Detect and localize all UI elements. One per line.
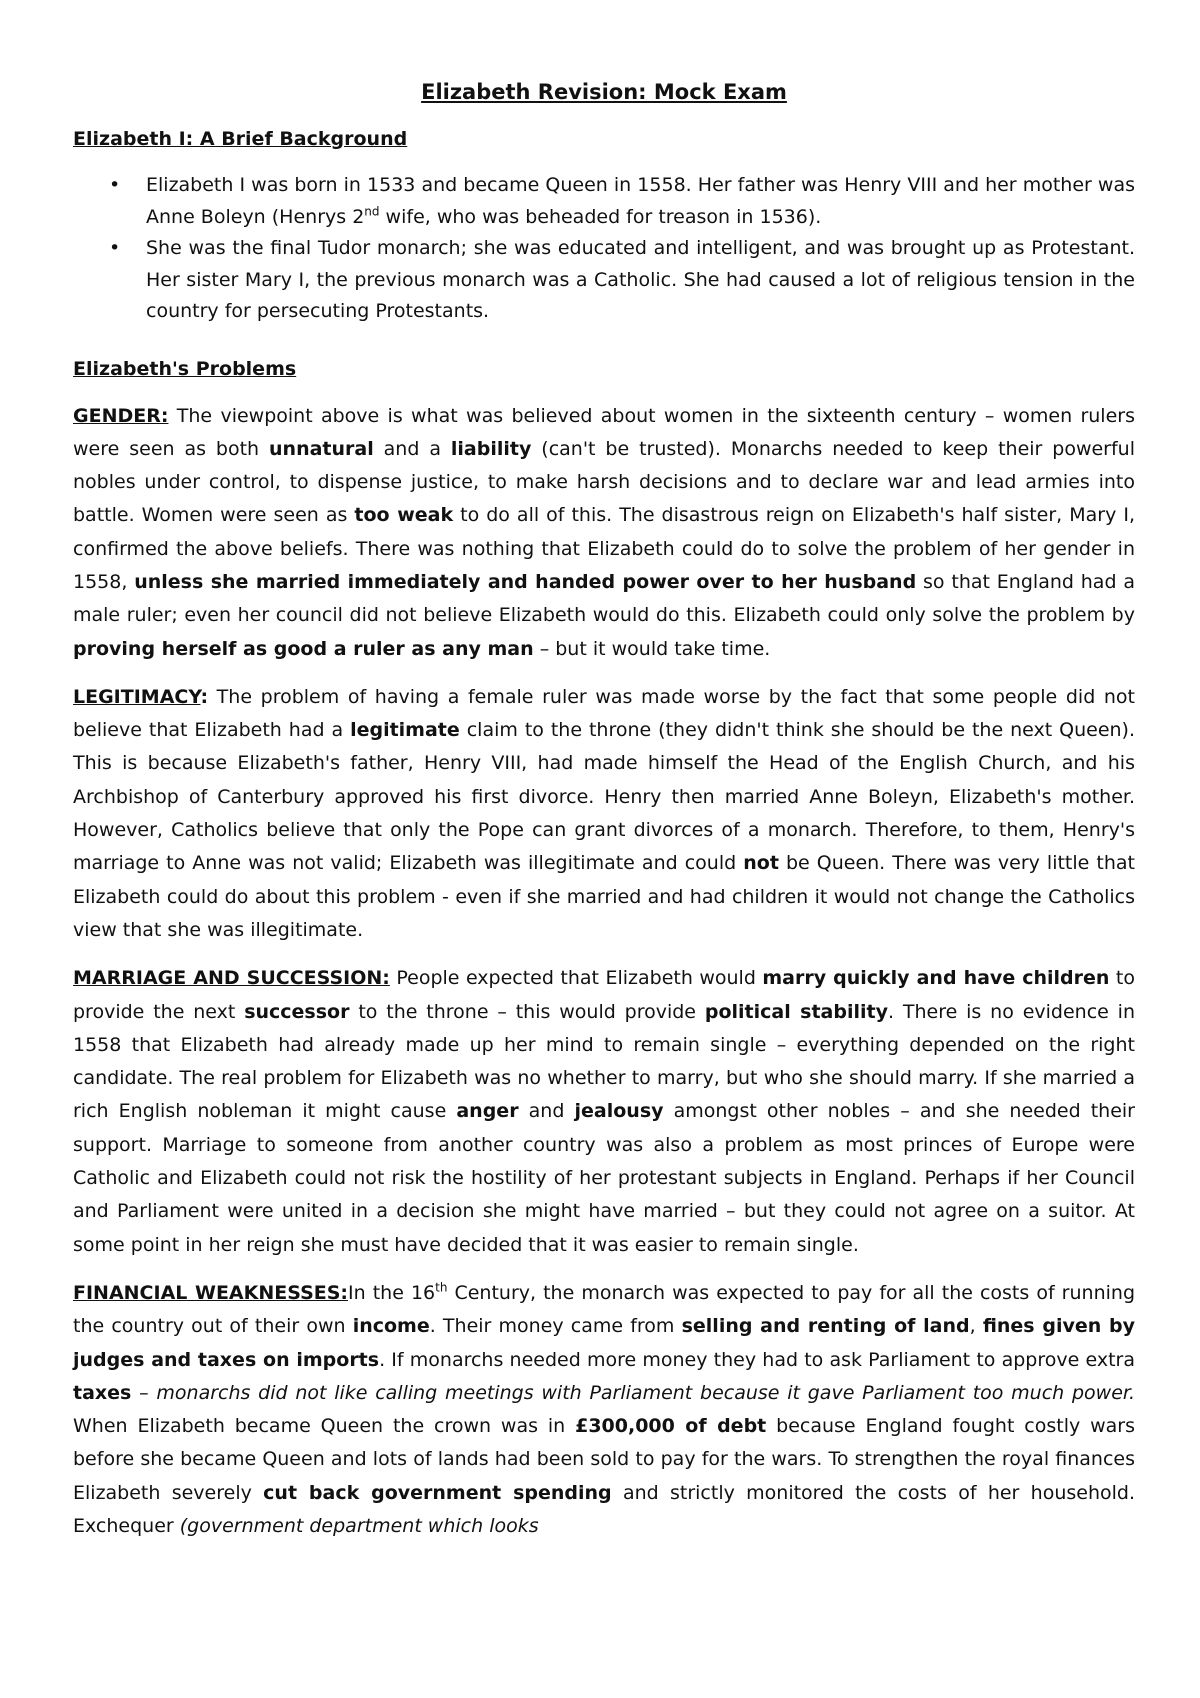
financial-bold-3: fines given by judges and taxes on imports — [73, 1315, 1135, 1371]
legitimacy-text-1: The problem of having a female ruler was made worse by the fact that some people did not believe that Elizabeth had a — [73, 685, 1135, 742]
financial-paragraph — [73, 1277, 1160, 1543]
legitimacy-text-3: be Queen. There was very little that Elizabeth could do about this problem - even if she married and had children it would not change the Catholics view that she was illegitimate. — [73, 852, 1135, 941]
financial-text-1: In the 16 — [348, 1281, 436, 1304]
marriage-label: MARRIAGE AND SUCCESSION: — [73, 967, 390, 990]
gender-label: GENDER: — [73, 404, 169, 427]
superscript-nd: nd — [364, 204, 380, 219]
gender-text-6: – but it would take time. — [533, 637, 771, 660]
marriage-bold-1: marry quickly and have children — [762, 967, 1110, 990]
problems-heading: Elizabeth's Problems — [73, 357, 297, 380]
gender-text-1: The viewpoint above is what was believed about women in the sixteenth century – women rulers were seen as both — [73, 404, 1135, 460]
background-text-1a: Elizabeth I was born in 1533 and became Queen in 1558. Her father was Henry VIII and her mother was Anne Boleyn (Henrys 2 — [146, 174, 1135, 228]
financial-bold-4: taxes — [73, 1381, 132, 1404]
legitimacy-text-2: claim to the throne (they didn't think she should be the next Queen). This is because Elizabeth's father, Henry VIII, had made himself the Head of the English Church, and his Archbishop of Canterbury approved his first divorce. Henry then married Anne Boleyn, Elizabeth's mother. However, Catholics believe that only the Pope can grant divorces of a monarch. Therefore, to them, Henry's marriage to Anne was not valid; Elizabeth was illegitimate and could — [73, 719, 1136, 875]
gender-text-3: (can't be trusted). Monarchs needed to keep their powerful nobles under control, to dispense justice, to make harsh decisions and to declare war and lead armies into battle. Women were seen as — [73, 437, 1135, 527]
marriage-bold-5: jealousy — [574, 1100, 664, 1123]
gender-bold-2: liability — [450, 437, 532, 460]
financial-bold-1: income — [352, 1315, 430, 1338]
background-text-1b: wife, who was beheaded for treason in 1536). — [379, 205, 822, 228]
financial-text-9: and strictly monitored the costs of her household. Exchequer — [73, 1481, 1136, 1537]
marriage-text-6: amongst other nobles – and she needed their support. Marriage to someone from another country was also a problem as most princes of Europe were Catholic and Elizabeth could not risk the hostility of her protestant subjects in England. Perhaps if her Council and Parliament were united in a decision she might have married – but they could not agree on a suitor. At some point in her reign she must have decided that it was easier to remain single. — [73, 1100, 1135, 1256]
list-item — [73, 233, 1135, 328]
background-list — [73, 170, 1135, 328]
financial-text-5: . If monarchs needed more money they had to ask Parliament to approve extra — [379, 1348, 1135, 1371]
financial-text-4: , — [969, 1315, 983, 1338]
financial-text-3: . Their money came from — [429, 1315, 682, 1338]
background-heading: Elizabeth I: A Brief Background — [73, 128, 408, 150]
legitimacy-colon: : — [200, 685, 209, 708]
gender-paragraph — [73, 400, 1135, 666]
financial-bold-5: £300,000 of debt — [575, 1415, 767, 1438]
gender-text-2: and a — [373, 437, 451, 460]
marriage-bold-4: anger — [456, 1100, 519, 1123]
bullet-icon: • — [109, 174, 121, 196]
financial-italic-2: (government department which looks — [179, 1515, 539, 1537]
financial-text-7: When Elizabeth became Queen the crown was in — [73, 1381, 1160, 1438]
gender-text-4: to do all of this. The disastrous reign on Elizabeth's half sister, Mary I, confirmed the above beliefs. There was nothing that Elizabeth could do to solve the problem of her gender in 1558, — [73, 504, 1135, 593]
financial-text-6: – — [131, 1381, 157, 1404]
financial-bold-6: cut back government spending — [263, 1481, 612, 1504]
superscript-th: th — [435, 1280, 448, 1295]
legitimacy-paragraph — [73, 681, 1135, 947]
marriage-text-5: and — [518, 1100, 575, 1123]
financial-text-8: because England fought costly wars before she became Queen and lots of lands had been sold to pay for the wars. To strengthen the royal finances Elizabeth severely — [73, 1415, 1135, 1504]
legitimacy-label: LEGITIMACY — [73, 685, 201, 708]
legitimacy-bold-1: legitimate — [350, 719, 460, 742]
gender-bold-1: unnatural — [269, 437, 374, 460]
gender-text-5: so that England had a male ruler; even her council did not believe Elizabeth would do this. Elizabeth could only solve the problem by — [73, 570, 1135, 627]
marriage-bold-3: political stability — [704, 1000, 888, 1023]
legitimacy-bold-2: not — [743, 852, 779, 875]
document-page — [73, 72, 1160, 1558]
marriage-text-2: to provide the next — [73, 967, 1135, 1023]
gender-bold-3: too weak — [354, 504, 454, 527]
marriage-text-3: to the throne – this would provide — [349, 1000, 705, 1023]
page-title: Elizabeth Revision: Mock Exam — [421, 80, 787, 104]
financial-italic-1: monarchs did not like calling meetings with Parliament because it gave Parliament too much power. — [156, 1381, 1135, 1404]
marriage-text-4: . There is no evidence in 1558 that Elizabeth had already made up her mind to remain single – everything depended on the right candidate. The real problem for Elizabeth was no whether to marry, but who she should marry. If she married a rich English nobleman it might cause — [73, 1000, 1136, 1123]
background-text-2: She was the final Tudor monarch; she was educated and intelligent, and was brought up as Protestant. Her sister Mary I, the previous monarch was a Catholic. She had caused a lot of religious tension in the country for persecuting Protestants. — [146, 237, 1135, 322]
list-item — [73, 170, 1135, 233]
gender-bold-5: proving herself as good a ruler as any man — [73, 637, 534, 660]
marriage-paragraph — [73, 962, 1135, 1262]
marriage-bold-2: successor — [244, 1000, 350, 1023]
financial-text-2: Century, the monarch was expected to pay for all the costs of running the country out of their own — [73, 1281, 1135, 1338]
financial-label: FINANCIAL WEAKNESSES: — [73, 1281, 349, 1304]
financial-bold-2: selling and renting of land — [681, 1315, 970, 1338]
bullet-icon: • — [109, 237, 121, 259]
marriage-text-1: People expected that Elizabeth would — [389, 967, 763, 990]
gender-bold-4: unless she married immediately and handed power over to her husband — [134, 570, 917, 593]
